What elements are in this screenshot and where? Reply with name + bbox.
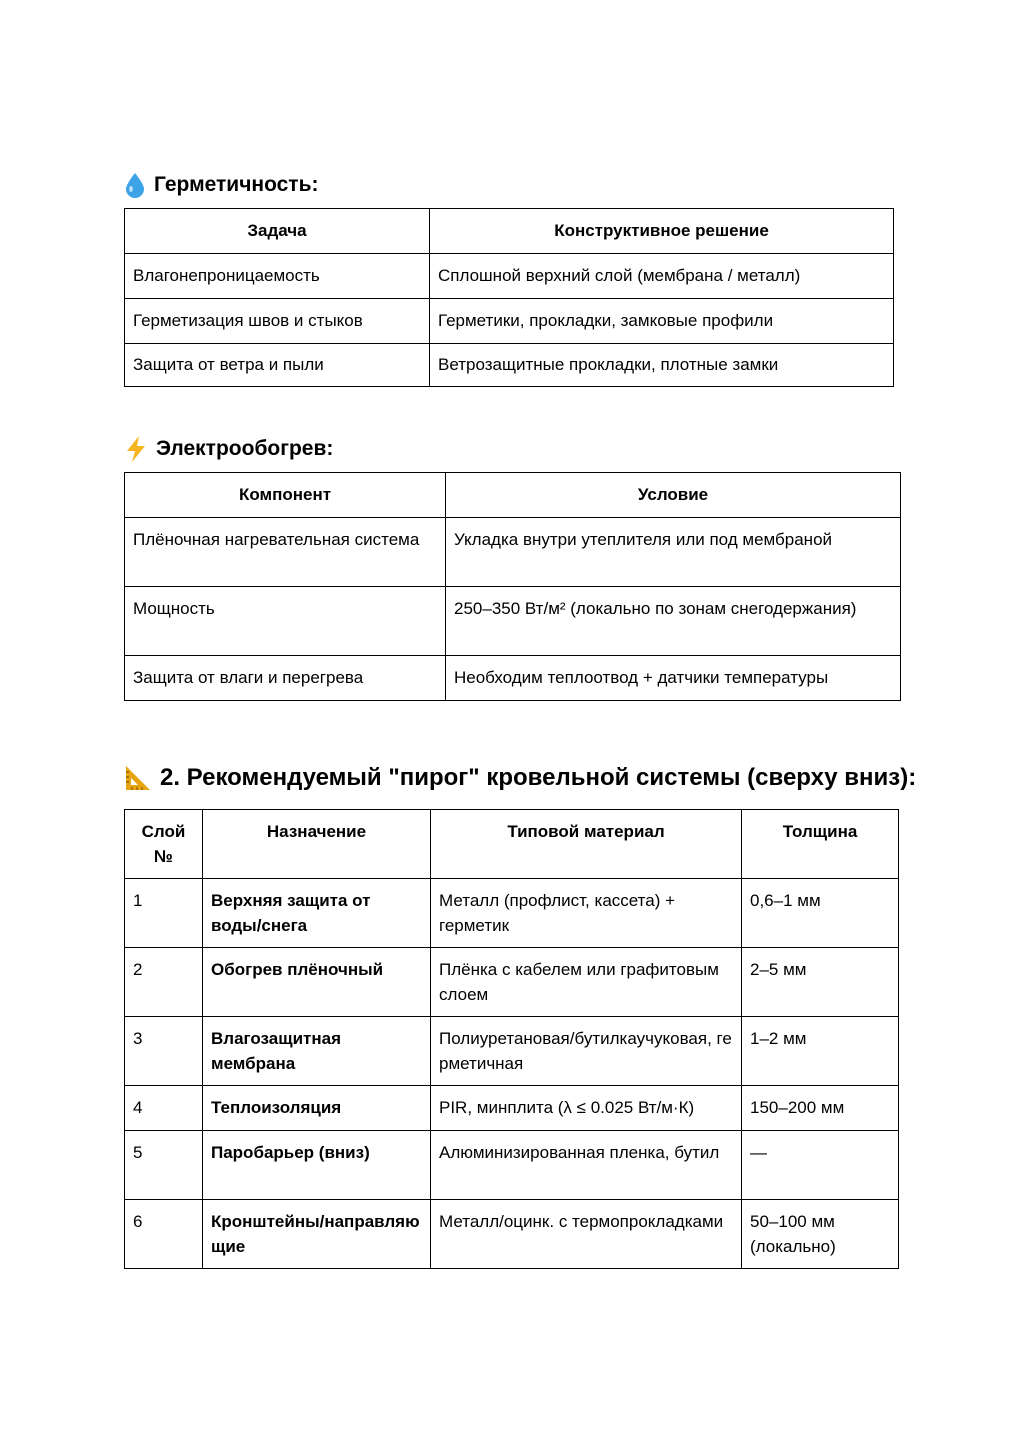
table-cell: Влагонепроницаемость — [125, 254, 430, 299]
table-cell: Обогрев плёночный — [203, 948, 431, 1017]
table-row — [125, 1200, 899, 1269]
column-header: Слой № — [125, 810, 203, 879]
table-cell: Плёнка с кабелем или графитовым слоем — [431, 948, 742, 1017]
table-cell: Полиуретановая/бутилкаучуковая, герметичная — [431, 1017, 742, 1086]
triangular-ruler-icon — [124, 764, 152, 792]
table-cell: Плёночная нагревательная система — [125, 518, 446, 587]
table-cell: Необходим теплоотвод + датчики температуры — [446, 656, 901, 701]
table-cell: 4 — [125, 1086, 203, 1131]
table-row — [125, 1131, 899, 1200]
table-cell: Герметики, прокладки, замковые профили — [430, 299, 894, 344]
table-cell: 5 — [125, 1131, 203, 1200]
column-header: Толщина — [742, 810, 899, 879]
table-cell: Сплошной верхний слой (мембрана / металл) — [430, 254, 894, 299]
table-header-row — [125, 473, 901, 518]
table-row — [125, 299, 894, 344]
section-title-text: Герметичность: — [154, 173, 319, 196]
lightning-icon — [124, 436, 148, 462]
table-row — [125, 1017, 899, 1086]
droplet-icon — [124, 172, 146, 198]
column-header: Конструктивное решение — [430, 209, 894, 254]
column-header: Условие — [446, 473, 901, 518]
table-row — [125, 879, 899, 948]
table-header-row — [125, 209, 894, 254]
heating-table — [124, 472, 901, 701]
section-title-text: 2. Рекомендуемый "пирог" кровельной системы (сверху вниз): — [160, 764, 917, 791]
section-title-tightness — [124, 172, 319, 198]
table-row — [125, 948, 899, 1017]
table-cell: 50–100 мм (локально) — [742, 1200, 899, 1269]
table-row — [125, 656, 901, 701]
table-row — [125, 587, 901, 656]
tightness-table — [124, 208, 894, 387]
table-row — [125, 518, 901, 587]
table-cell: — — [742, 1131, 899, 1200]
table-cell: Влагозащитная мембрана — [203, 1017, 431, 1086]
table-cell: Верхняя защита от воды/снега — [203, 879, 431, 948]
table-cell: Теплоизоляция — [203, 1086, 431, 1131]
table-cell: Металл/оцинк. с термопрокладками — [431, 1200, 742, 1269]
table-cell: Укладка внутри утеплителя или под мембраной — [446, 518, 901, 587]
table-cell: PIR, минплита (λ ≤ 0.025 Вт/м·К) — [431, 1086, 742, 1131]
table-cell: 1–2 мм — [742, 1017, 899, 1086]
table-cell: 0,6–1 мм — [742, 879, 899, 948]
table-header-row — [125, 810, 899, 879]
table-cell: Кронштейны/направляющие — [203, 1200, 431, 1269]
table-cell: 1 — [125, 879, 203, 948]
table-cell: Мощность — [125, 587, 446, 656]
table-cell: Паробарьер (вниз) — [203, 1131, 431, 1200]
table-cell: Защита от ветра и пыли — [125, 344, 430, 387]
table-row — [125, 344, 894, 387]
layers-table — [124, 809, 899, 1269]
table-row — [125, 254, 894, 299]
table-cell: Алюминизированная пленка, бутил — [431, 1131, 742, 1200]
table-cell: 6 — [125, 1200, 203, 1269]
column-header: Назначение — [203, 810, 431, 879]
table-cell: Защита от влаги и перегрева — [125, 656, 446, 701]
table-row — [125, 1086, 899, 1131]
column-header: Задача — [125, 209, 430, 254]
table-cell: Ветрозащитные прокладки, плотные замки — [430, 344, 894, 387]
table-cell: 250–350 Вт/м² (локально по зонам снегодержания) — [446, 587, 901, 656]
table-cell: 150–200 мм — [742, 1086, 899, 1131]
section-title-text: Электрообогрев: — [156, 437, 334, 460]
table-cell: Герметизация швов и стыков — [125, 299, 430, 344]
table-cell: Металл (профлист, кассета) + герметик — [431, 879, 742, 948]
table-cell: 2 — [125, 948, 203, 1017]
section-title-heating — [124, 436, 333, 462]
table-cell: 3 — [125, 1017, 203, 1086]
table-cell: 2–5 мм — [742, 948, 899, 1017]
section-title-layers — [124, 764, 916, 792]
column-header: Типовой материал — [431, 810, 742, 879]
column-header: Компонент — [125, 473, 446, 518]
